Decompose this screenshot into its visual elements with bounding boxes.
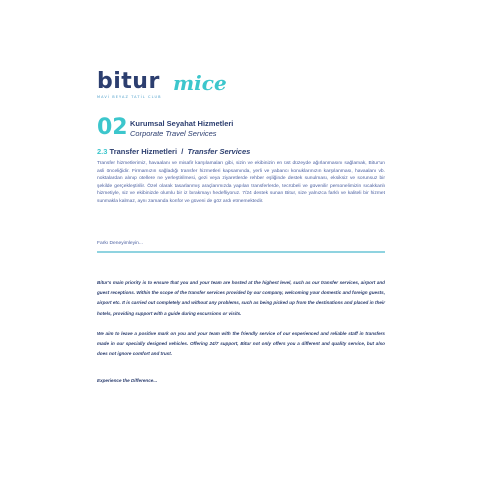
bitur-mice-logo	[97, 71, 237, 103]
subsection-heading	[97, 147, 250, 156]
subsection-title-en: Transfer Services	[187, 147, 251, 156]
turkish-signoff: Farkı Deneyimleyin...	[97, 241, 143, 246]
english-paragraph-2: We aim to leave a positive mark on you and your team with the friendly service of our experienced and reliable staff in transfers made in our specially designed vehicles. Offering 24/7 support, Bitur not only offers you a different and quality service, but also does not ignore comfort and trust.	[97, 331, 385, 357]
english-signoff: Experience the Difference...	[97, 378, 158, 383]
section-title: Kurumsal Seyahat Hizmetleri	[130, 119, 234, 128]
section-number: 02	[97, 115, 128, 140]
subsection-title-tr: Transfer Hizmetleri	[109, 147, 178, 156]
section-divider	[97, 251, 385, 253]
turkish-body-text: Transfer hizmetlerimiz, havaalanı ve misafir karşılamaları gibi, sizin ve ekibinizin en üst düzeyde ağırlanmasını sağlamak, Bitur'un asli önceliğidir. Firmamızın sağladığı transfer hizmetleri kapsamında, yerli ve yabancı konuklarınızın karşılanması, havaalanı vb. noktalardan alınıp otellere ne yerleştirilmesi, gezi veya ziyaretlerde rehber eşliğinde destek sunulması, eksiksiz ve sorunsuz bir şekilde gerçekleştirilir. Özel olarak tasarlanmış araçlarımızda yapılan transferlerde, tecrübeli ve güvenilir personelimizin sıcakkanlı hizmetiyle, siz ve ekibinizde olumlu bir iz bırakmayı hedefliyoruz. 7/24 destek sunan Bitur, size yalnızca farklı ve kaliteli bir hizmet sunmakla kalmaz, aynı zamanda konfor ve güveni de göz ardı etmemektedir.	[97, 161, 385, 204]
english-paragraph-1: Bitur's main priority is to ensure that you and your team are hosted at the highest level, such as our transfer services, airport and guest receptions. Within the scope of the transfer services provided by our company, welcoming your domestic and foreign guests, airport etc. It is carried out completely and without any problems, such as being picked up from the destinations and placed in their hotels, providing support with a guide during excursions or visits.	[97, 280, 385, 316]
logo-brand-text: bitur	[97, 69, 160, 94]
logo-tagline: MAVİ BEYAZ TATİL CLUB	[97, 95, 162, 99]
logo-product-text: mice	[173, 71, 227, 95]
section-subtitle: Corporate Travel Services	[130, 129, 217, 138]
english-body	[97, 278, 385, 360]
subsection-number: 2.3	[97, 147, 108, 156]
subsection-separator: /	[181, 147, 184, 156]
